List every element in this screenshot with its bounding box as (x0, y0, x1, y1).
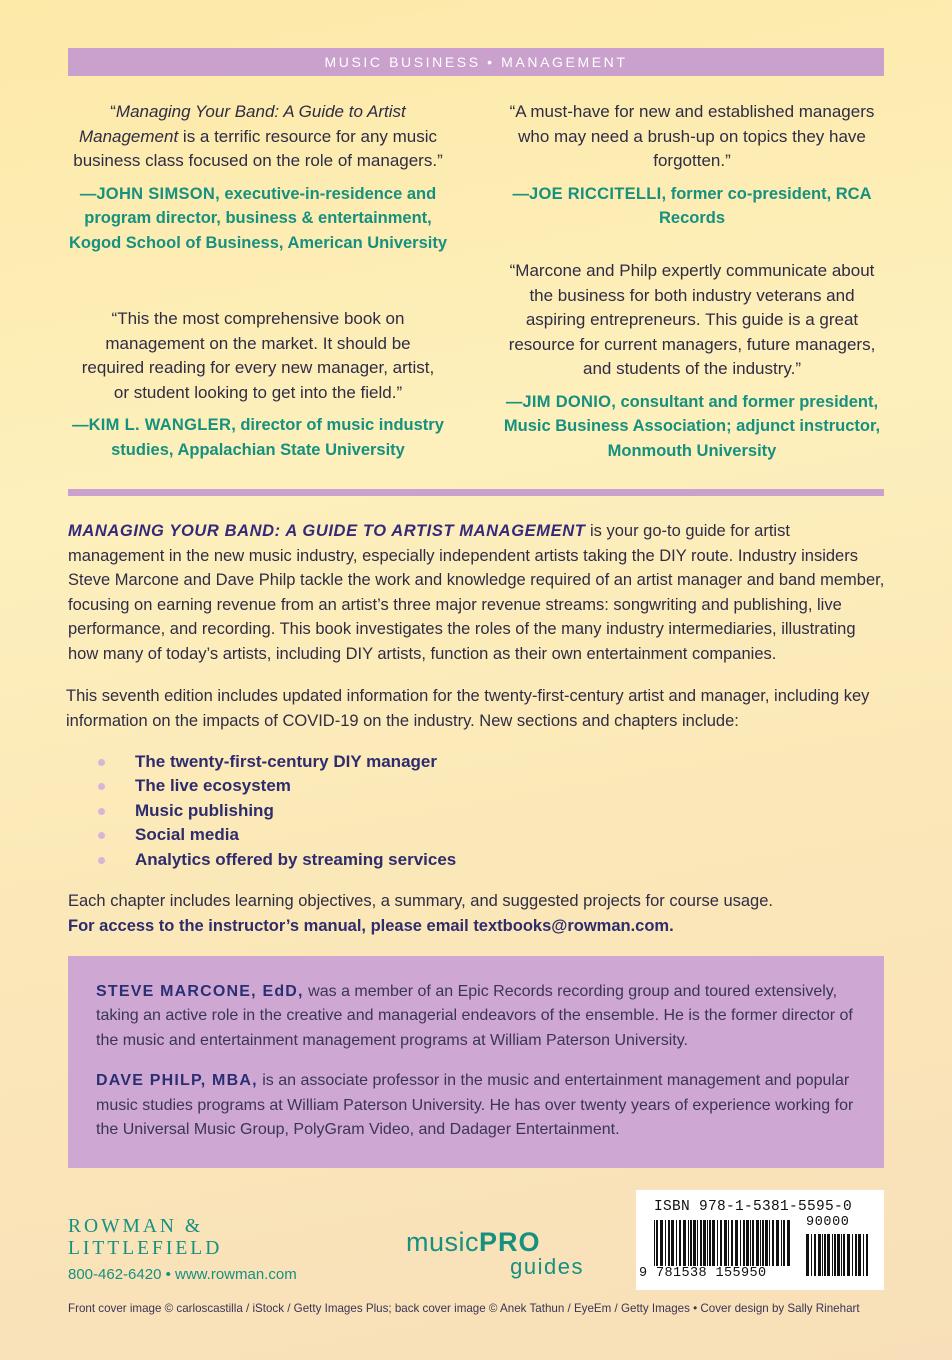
barcode-bar (832, 1234, 833, 1276)
barcode-bar (656, 1220, 658, 1266)
cover-credits: Front cover image © carloscastilla / iStock / Getty Images Plus; back cover image © Anek Tathun / EyeEm / Getty Images • Cover design by Sally Rinehart (68, 1302, 860, 1315)
musicpro-guides-logo: musicPRO guides (406, 1227, 584, 1279)
barcode-bar (743, 1220, 745, 1266)
barcode-bar (769, 1220, 770, 1266)
barcode-bar (752, 1220, 754, 1266)
publisher-contact: 800-462-6420 • www.rowman.com (68, 1266, 297, 1283)
list-item: Music publishing (98, 799, 456, 823)
barcode-bar (818, 1234, 821, 1276)
barcode-bar (762, 1220, 764, 1266)
barcode-bar (837, 1234, 840, 1276)
barcode-bar (683, 1220, 686, 1266)
barcode-bar (811, 1234, 812, 1276)
bio-philp: DAVE PHILP, MBA, is an associate professor in the music and entertainment management and popular music studies programs at William Paterson University. He has over twenty years of experience working for the Universal Music Group, PolyGram Video, and Dadager Entertainment. (96, 1072, 854, 1139)
barcode-bar (781, 1220, 782, 1266)
barcode-bar (709, 1220, 711, 1266)
barcode-bar (654, 1220, 655, 1266)
barcode-bar (671, 1220, 674, 1266)
barcode-bar (760, 1220, 761, 1266)
barcode-bar (700, 1220, 702, 1266)
quote-book-title: Managing Your Band: A Guide to Artist Management (78, 102, 406, 146)
bullet-icon (98, 857, 105, 864)
barcode-bar (712, 1220, 715, 1266)
quote-attribution: —KIM L. WANGLER, director of music industry studies, Appalachian State University (72, 416, 444, 459)
barcode-bar (787, 1220, 790, 1266)
bullet-icon (98, 832, 105, 839)
quote-wangler: “This the most comprehensive book on management on the market. It should be required reading for every new manager, artist, or student looking to get into the field.” —KIM L. WANGLER, director of music industry studies, Appalachian State University (72, 307, 444, 462)
description-paragraph: MANAGING YOUR BAND: A GUIDE TO ARTIST MANAGEMENT is your go-to guide for artist management in the new music industry, especially independent artists taking the DIY route. Industry insiders Steve Marcone and Dave Philp tackle the work and knowledge required of an artist manager and band member, focusing on earning revenue from an artist’s three major revenue streams: songwriting and publishing, live performance, and recording. This book investigates the roles of the many industry intermediaries, illustrating how many of today’s artists, including DIY artists, function as their own entertainment companies. (68, 522, 885, 663)
quote-simson: “Managing Your Band: A Guide to Artist Management is a terrific resource for any music business class focused on the role of managers.” —JOHN SIMSON, executive-in-residence and program director, business & entertainment, Kogod School of Business, American University (68, 100, 448, 255)
bullet-icon (98, 783, 105, 790)
barcode-bar (827, 1234, 830, 1276)
barcode-bar (665, 1220, 666, 1266)
barcode-bar (855, 1234, 857, 1276)
bullet-icon (98, 808, 105, 815)
barcode-bar (688, 1220, 689, 1266)
barcode-bar (697, 1220, 698, 1266)
barcode-bar (728, 1220, 729, 1266)
barcode-bar (841, 1234, 842, 1276)
barcode-bar (731, 1220, 733, 1266)
barcode-bar (858, 1234, 861, 1276)
barcode-bar (703, 1220, 706, 1266)
barcode-bar (707, 1220, 708, 1266)
barcode-bar (852, 1234, 853, 1276)
barcode-bar (783, 1220, 785, 1266)
barcode-bar (690, 1220, 692, 1266)
isbn-label: ISBN 978-1-5381-5595-0 (654, 1199, 853, 1215)
book-title: MANAGING YOUR BAND: A GUIDE TO ARTIST MANAGEMENT (68, 522, 586, 540)
barcode-bar (814, 1234, 816, 1276)
instructor-access-note: For access to the instructor’s manual, please email textbooks@rowman.com. (68, 916, 674, 935)
barcode-bar (676, 1220, 677, 1266)
barcode-bar (750, 1220, 751, 1266)
barcode-bar (776, 1220, 779, 1266)
barcode-bar (693, 1220, 696, 1266)
quote-attribution: —JOHN SIMSON, executive-in-residence and program director, business & entertainment, Kogod School of Business, American University (68, 184, 448, 252)
barcode-bars (654, 1220, 790, 1266)
edition-paragraph: This seventh edition includes updated information for the twenty-first-century artist and manager, including key information on the impacts of COVID-19 on the industry. New sections and chapters include: (66, 687, 870, 730)
price-code: 90000 (806, 1215, 850, 1230)
barcode-bar (724, 1220, 727, 1266)
barcode-bar (765, 1220, 768, 1266)
list-item: Analytics offered by streaming services (98, 848, 456, 872)
barcode-bar (822, 1234, 823, 1276)
list-item: The live ecosystem (98, 774, 456, 798)
section-divider (68, 489, 884, 496)
barcode-bar (746, 1220, 749, 1266)
barcode-bar (866, 1234, 868, 1276)
barcode-bar (740, 1220, 741, 1266)
bullet-icon (98, 759, 105, 766)
bio-marcone: STEVE MARCONE, EdD, was a member of an Epic Records recording group and toured extensively, taking an active role in the creative and managerial endeavors of the ensemble. He is the former director of the music and entertainment management programs at William Paterson University. (96, 983, 853, 1049)
barcode-bar (847, 1234, 850, 1276)
category-bar (68, 48, 884, 76)
barcode-digits: 9 781538 155950 (639, 1266, 767, 1281)
barcode (636, 1190, 884, 1290)
barcode-bar (834, 1234, 836, 1276)
barcode-addon-bars (806, 1234, 868, 1276)
quote-donio: “Marcone and Philp expertly communicate about the business for both industry veterans and aspiring entrepreneurs. This guide is a great resource for current managers, future managers, and students of the industry.” —JIM DONIO, consultant and former president, Music Business Association; adjunct instructor, Monmouth University (500, 259, 884, 463)
quote-attribution: —JIM DONIO, consultant and former president, Music Business Association; adjunct instructor, Monmouth University (503, 392, 881, 460)
barcode-bar (720, 1220, 722, 1266)
barcode-bar (735, 1220, 738, 1266)
barcode-bar (772, 1220, 774, 1266)
list-item: Social media (98, 823, 456, 847)
barcode-bar (863, 1234, 864, 1276)
author-bios (68, 956, 884, 1168)
new-sections-list (98, 750, 456, 872)
barcode-bar (717, 1220, 718, 1266)
barcode-bar (843, 1234, 845, 1276)
quote-attribution: —JOE RICCITELLI, former co-president, RCA Records (512, 184, 872, 227)
barcode-bar (806, 1234, 809, 1276)
barcode-bar (660, 1220, 663, 1266)
barcode-bar (756, 1220, 759, 1266)
category-label: MUSIC BUSINESS • MANAGEMENT (324, 54, 628, 70)
barcode-bar (679, 1220, 681, 1266)
chapter-paragraph: Each chapter includes learning objectives, a summary, and suggested projects for course usage. For access to the instructor’s manual, please email textbooks@rowman.com. (68, 889, 888, 938)
quote-riccitelli: “A must-have for new and established managers who may need a brush-up on topics they have forgotten.” —JOE RICCITELLI, former co-president, RCA Records (500, 100, 884, 231)
list-item: The twenty-first-century DIY manager (98, 750, 456, 774)
publisher-logo: ROWMAN & LITTLEFIELD (68, 1216, 223, 1259)
barcode-bar (668, 1220, 670, 1266)
barcode-bar (824, 1234, 826, 1276)
